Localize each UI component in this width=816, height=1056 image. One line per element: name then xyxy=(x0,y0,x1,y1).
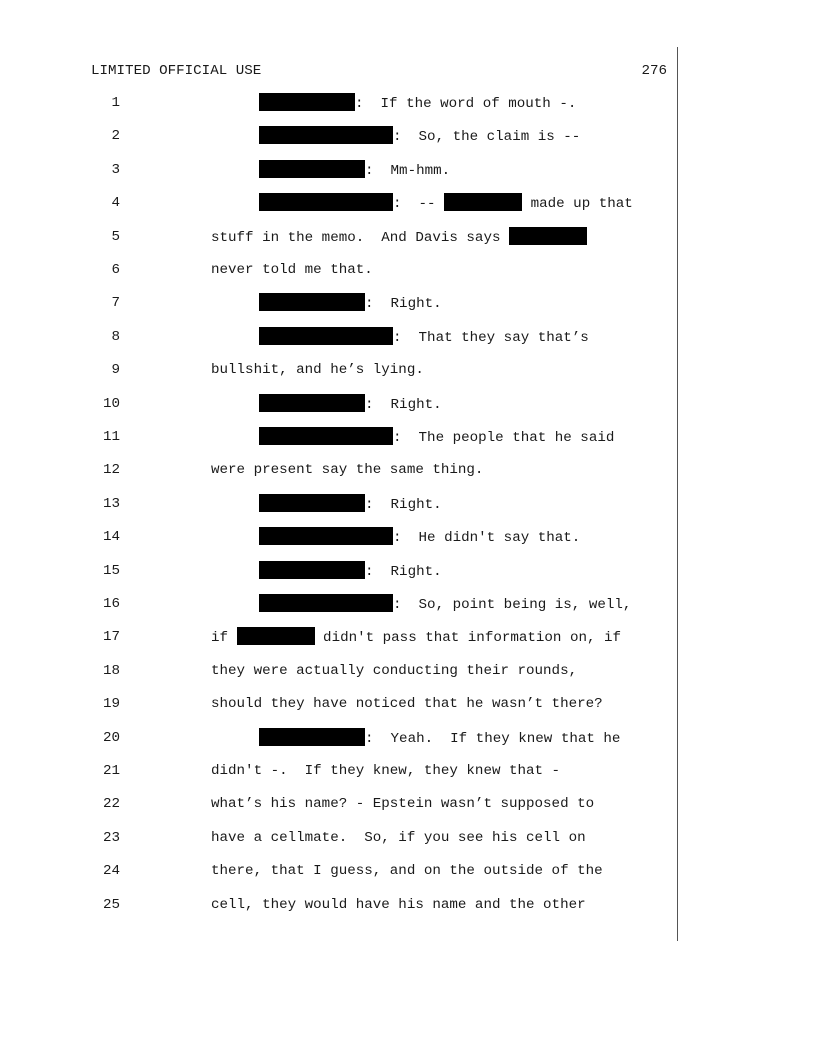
line-number: 9 xyxy=(111,362,120,379)
line-number: 7 xyxy=(111,295,120,312)
line-text xyxy=(211,627,621,648)
line-number: 22 xyxy=(102,796,120,813)
text-run: : Yeah. If they knew that he xyxy=(365,730,621,747)
line-text xyxy=(211,828,586,848)
text-run: were present say the same thing. xyxy=(211,462,484,479)
transcript-line xyxy=(0,427,680,447)
line-text xyxy=(211,661,577,681)
text-run: there, that I guess, and on the outside of the xyxy=(211,863,603,880)
line-text xyxy=(259,327,589,348)
line-number: 25 xyxy=(102,896,120,913)
text-run: if xyxy=(211,630,237,647)
line-text xyxy=(211,694,603,714)
line-text xyxy=(211,861,603,881)
transcript-line xyxy=(0,460,680,480)
line-text xyxy=(211,895,586,915)
redaction-box xyxy=(259,394,365,412)
line-number: 23 xyxy=(102,829,120,846)
transcript-line xyxy=(0,293,680,313)
text-run: never told me that. xyxy=(211,262,373,278)
transcript-line xyxy=(0,227,680,247)
text-run: : That they say that’s xyxy=(393,329,589,346)
line-number: 17 xyxy=(102,629,120,646)
redaction-box xyxy=(259,728,365,746)
text-run: : -- xyxy=(393,196,445,213)
page-number: 276 xyxy=(641,63,667,79)
line-text xyxy=(259,126,580,147)
line-number: 3 xyxy=(111,161,120,178)
redaction-box xyxy=(259,527,393,545)
transcript-line xyxy=(0,93,680,113)
redaction-box xyxy=(259,561,365,579)
transcript-line xyxy=(0,360,680,380)
transcript-line xyxy=(0,661,680,681)
transcript-line xyxy=(0,561,680,581)
line-text xyxy=(259,394,442,415)
line-number: 4 xyxy=(111,195,120,212)
redaction-box xyxy=(259,427,393,445)
line-text xyxy=(211,794,594,814)
line-text xyxy=(259,728,620,749)
line-number: 12 xyxy=(102,462,120,479)
text-run: : Right. xyxy=(365,296,442,313)
line-number: 5 xyxy=(111,228,120,245)
text-run: made up that xyxy=(522,196,633,213)
transcript-line xyxy=(0,895,680,915)
transcript-line xyxy=(0,160,680,180)
page-header xyxy=(91,62,667,80)
line-number: 11 xyxy=(102,429,120,445)
transcript-line xyxy=(0,260,680,280)
redaction-box xyxy=(237,627,315,645)
text-run: what’s his name? - Epstein wasn’t supposed to xyxy=(211,796,595,813)
transcript-line xyxy=(0,761,680,781)
redaction-box xyxy=(259,126,393,144)
line-text xyxy=(259,427,614,448)
line-number: 24 xyxy=(102,863,120,880)
redaction-box xyxy=(259,594,393,612)
transcript-line xyxy=(0,126,680,146)
transcript-line xyxy=(0,794,680,814)
text-run: : Right. xyxy=(365,396,442,413)
line-number: 20 xyxy=(102,729,120,746)
line-number: 8 xyxy=(111,328,120,345)
line-text xyxy=(259,93,576,114)
line-number: 13 xyxy=(102,495,120,512)
text-run: didn't pass that information on, if xyxy=(314,630,622,647)
text-run: : Mm-hmm. xyxy=(365,162,451,179)
line-text xyxy=(211,460,483,480)
line-text xyxy=(259,160,450,181)
transcript-line xyxy=(0,627,680,647)
transcript-line xyxy=(0,861,680,881)
text-run: : The people that he said xyxy=(393,430,615,446)
text-run: they were actually conducting their rounds, xyxy=(211,662,578,679)
transcript-line xyxy=(0,527,680,547)
line-number: 15 xyxy=(102,562,120,579)
line-text xyxy=(259,494,442,515)
transcript-line xyxy=(0,327,680,347)
line-text xyxy=(259,193,633,214)
text-run: : So, the claim is -- xyxy=(393,129,581,146)
transcript-line xyxy=(0,193,680,213)
redaction-box xyxy=(509,227,587,245)
line-text xyxy=(211,260,373,280)
text-run: : Right. xyxy=(365,496,442,513)
transcript-line xyxy=(0,594,680,614)
redaction-box xyxy=(259,327,393,345)
line-text xyxy=(259,527,580,548)
line-number: 2 xyxy=(111,128,120,145)
transcript-line xyxy=(0,828,680,848)
text-run: cell, they would have his name and the other xyxy=(211,896,586,913)
redaction-box xyxy=(444,193,522,211)
line-text xyxy=(259,561,442,582)
text-run: : He didn't say that. xyxy=(393,530,581,547)
line-text xyxy=(259,594,631,615)
line-number: 19 xyxy=(102,696,120,713)
line-text xyxy=(259,293,442,314)
line-number: 10 xyxy=(102,395,120,412)
transcript-line xyxy=(0,494,680,514)
redaction-box xyxy=(259,160,365,178)
text-run: bullshit, and he’s lying. xyxy=(211,362,424,379)
text-run: didn't -. If they knew, they knew that - xyxy=(211,763,561,779)
transcript-line xyxy=(0,394,680,414)
redaction-box xyxy=(259,93,355,111)
transcript-line xyxy=(0,694,680,714)
text-run: stuff in the memo. And Davis says xyxy=(211,229,509,246)
line-number: 16 xyxy=(102,596,120,612)
line-number: 18 xyxy=(102,662,120,679)
text-run: : So, point being is, well, xyxy=(393,597,632,613)
redaction-box xyxy=(259,494,365,512)
transcript-line xyxy=(0,728,680,748)
line-text xyxy=(211,360,424,380)
text-run: should they have noticed that he wasn’t there? xyxy=(211,696,603,713)
line-number: 1 xyxy=(111,95,120,111)
classification-marking: LIMITED OFFICIAL USE xyxy=(91,63,262,79)
text-run: : Right. xyxy=(365,563,442,580)
line-text xyxy=(211,227,587,248)
redaction-box xyxy=(259,293,365,311)
line-text xyxy=(211,761,560,781)
line-number: 14 xyxy=(102,529,120,546)
line-number: 6 xyxy=(111,262,120,278)
line-number: 21 xyxy=(102,763,120,779)
text-run: have a cellmate. So, if you see his cell on xyxy=(211,829,586,846)
text-run: : If the word of mouth -. xyxy=(355,96,577,112)
redaction-box xyxy=(259,193,393,211)
